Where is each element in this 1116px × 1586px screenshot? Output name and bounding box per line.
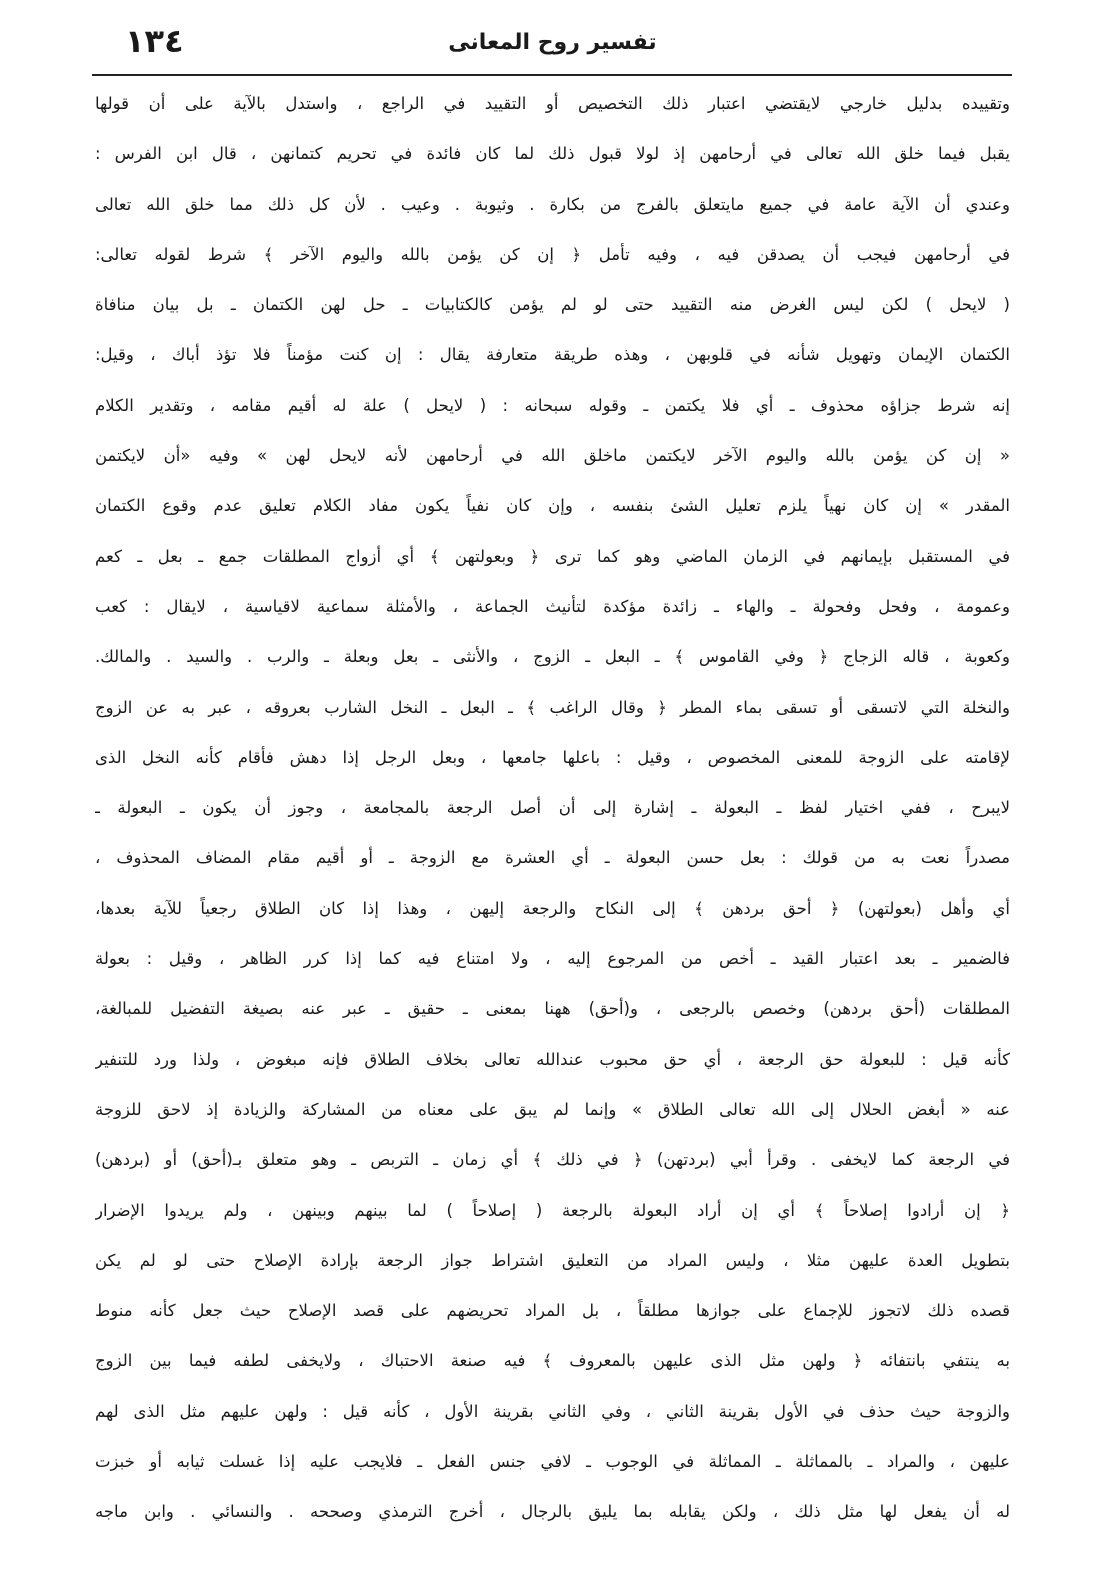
running-title: تفسير روح المعانى xyxy=(448,30,657,55)
text-line: وكعوبة ، قاله الزجاج ﴿ وفي القاموس ﴾ ـ البعل ـ الزوج ، والأنثى ـ بعل وبعلة ـ والرب . والسيد . والمالك. xyxy=(95,647,1010,667)
text-line: ( لايحل ) لكن ليس الغرض منه التقييد حتى لو لم يؤمن كالكتابيات ـ حل لهن الكتمان ـ بل بيان منافاة xyxy=(95,295,1010,315)
text-line: في المستقبل بإيمانهم في الزمان الماضي وهو كما ترى ﴿ وبعولتهن ﴾ أي أزواج المطلقات جمع ـ بعل ـ كعم xyxy=(95,546,1010,566)
text-line: المطلقات (أحق بردهن) وخصص بالرجعى ، و(أحق) ههنا بمعنى ـ حقيق ـ عبر عنه بصيغة التفضيل للمبالغة، xyxy=(95,999,1010,1019)
page-number: ١٣٤ xyxy=(125,22,184,60)
text-line: له أن يفعل لها مثل ذلك ، ولكن يقابله بما يليق بالرجال ، أخرج الترمذي وصححه . والنسائي . وابن ماجه xyxy=(95,1502,1010,1522)
text-line: في الرجعة كما لايخفى . وقرأ أبي (بردتهن) ﴿ في ذلك ﴾ أي زمان ـ التربص ـ وهو متعلق بـ(أحق) أو (بردهن) xyxy=(95,1150,1010,1170)
text-line: « إن كن يؤمن بالله واليوم الآخر لايكتمن ماخلق الله في أرحامهن لأنه لايحل لهن » وفيه «أن لايكتمن xyxy=(95,446,1010,466)
text-line: ﴿ إن أرادوا إصلاحاً ﴾ أي إن أراد البعولة بالرجعة ( إصلاحاً ) لما بينهم وبينهن ، ولم يريدوا الإضرار xyxy=(95,1200,1010,1220)
text-line: قصده ذلك لاتجوز للإجماع على جوازها مطلقاً ، بل المراد تحريضهم على قصد الإصلاح حيث جعل كأنه منوط xyxy=(95,1301,1010,1321)
text-line: في أرحامهن فيجب أن يصدقن فيه ، وفيه تأمل ﴿ إن كن يؤمن بالله واليوم الآخر ﴾ شرط لقوله تعالى: xyxy=(95,244,1010,264)
header-rule xyxy=(92,74,1012,76)
text-line: عليهن ، والمراد ـ بالمماثلة ـ المماثلة في الوجوب ـ لافي جنس الفعل ـ فلايجب عليه إذا غسلت ثيابه أو خبزت xyxy=(95,1452,1010,1472)
text-line: والزوجة حيث حذف في الأول بقرينة الثاني ، وفي الثاني بقرينة الأول ، كأنه قيل : ولهن عليهم مثل الذى لهم xyxy=(95,1401,1010,1421)
text-line: مصدراً نعت به من قولك : بعل حسن البعولة ـ أي العشرة مع الزوجة ـ أو أقيم مقام المضاف المحذوف ، xyxy=(95,848,1010,868)
text-line: الكتمان الإيمان وتهويل شأنه في قلوبهن ، وهذه طريقة متعارفة يقال : إن كنت مؤمناً فلا تؤذ أباك ، وقيل: xyxy=(95,345,1010,365)
text-line: وعمومة ، وفحل وفحولة ـ والهاء ـ زائدة مؤكدة لتأنيث الجماعة ، والأمثلة سماعية لاقياسية ، لايقال : كعب xyxy=(95,596,1010,616)
page-header xyxy=(95,22,1010,70)
text-line: لإقامته على الزوجة للمعنى المخصوص ، وقيل : باعلها جامعها ، وبعل الرجل إذا دهش فأقام كأنه النخل الذى xyxy=(95,747,1010,767)
text-line: المقدر » إن كان نهياً يلزم تعليل الشئ بنفسه ، وإن كان نفياً يكون مفاد الكلام تعليق عدم وقوع الكتمان xyxy=(95,496,1010,516)
text-line: عنه « أبغض الحلال إلى الله تعالى الطلاق » وإنما لم يبق على معناه من المشاركة والزيادة إذ لاحق للزوجة xyxy=(95,1099,1010,1119)
text-line: وتقييده بدليل خارجي لايقتضي اعتبار ذلك التخصيص أو التقييد في الراجع ، واستدل بالآية على أن قولها xyxy=(95,94,1010,113)
text-line: يقبل فيما خلق الله تعالى في أرحامهن إذ لولا قبول ذلك لما كان فائدة في تحريم كتمانهن ، قال ابن الفرس : xyxy=(95,144,1010,164)
text-line: إنه شرط جزاؤه محذوف ـ أي فلا يكتمن ـ وقوله سبحانه : ( لايحل ) علة له أقيم مقامه ، وتقدير الكلام xyxy=(95,395,1010,415)
text-line: أي وأهل (بعولتهن) ﴿ أحق بردهن ﴾ إلى النكاح والرجعة إليهن ، وهذا إذا كان الطلاق رجعياً للآية بعدها، xyxy=(95,898,1010,918)
text-line: لايبرح ، ففي اختيار لفظ ـ البعولة ـ إشارة إلى أن أصل الرجعة بالمجامعة ، وجوز أن يكون ـ البعولة ـ xyxy=(95,798,1010,818)
page-body-text xyxy=(95,84,1010,1543)
text-line: والنخلة التي لاتسقى أو تسقى بماء المطر ﴿ وقال الراغب ﴾ ـ البعل ـ النخل الشارب بعروقه ، عبر به عن الزوج xyxy=(95,697,1010,717)
text-line: كأنه قيل : للبعولة حق الرجعة ، أي حق محبوب عندالله تعالى بخلاف الطلاق فإنه مبغوض ، ولذا ورد للتنفير xyxy=(95,1049,1010,1069)
text-line: به ينتفي بانتفائه ﴿ ولهن مثل الذى عليهن بالمعروف ﴾ فيه صنعة الاحتباك ، ولايخفى لطفه فيما بين الزوج xyxy=(95,1351,1010,1371)
text-line: فالضمير ـ بعد اعتبار القيد ـ أخص من المرجوع إليه ، ولا امتناع فيه كما إذا كرر الظاهر ، وقيل : بعولة xyxy=(95,949,1010,969)
text-line: وعندي أن الآية عامة في جميع مايتعلق بالفرج من بكارة . وثيوبة . وعيب . لأن كل ذلك مما خلق الله تعالى xyxy=(95,194,1010,214)
text-line: بتطويل العدة عليهن مثلا ، وليس المراد من التعليق اشتراط جواز الرجعة بإرادة الإصلاح حتى لو لم يكن xyxy=(95,1250,1010,1270)
